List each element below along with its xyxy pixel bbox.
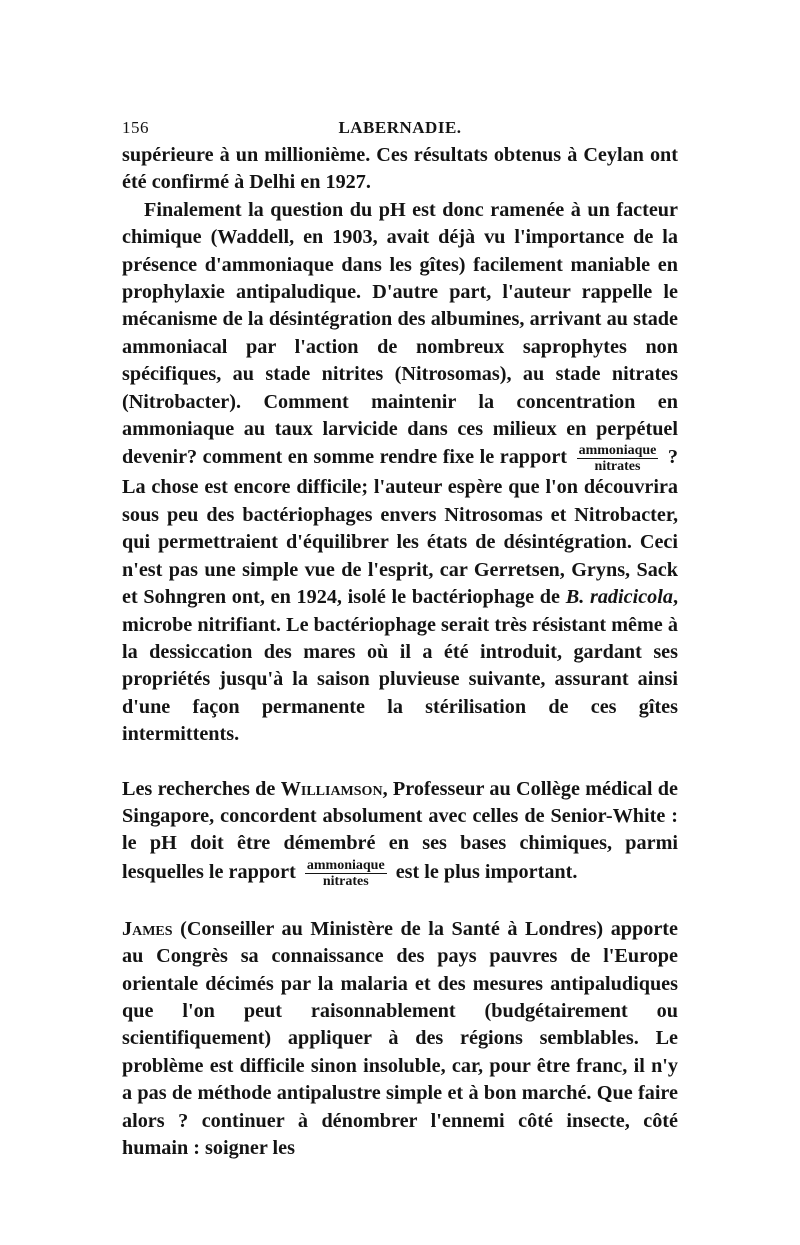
paragraph-2-text: Finalement la question du pH est donc ramenée à un facteur chimique (Waddell, en 1903, avait déjà vu l'importance de la présence d'ammoniaque dans les gîtes) facilement maniable en prophylaxie antipaludique. D'autre part, l'auteur rappelle le mécanisme de la désintégration des albumines, arrivant au stade ammoniacal par l'action de nombreux saprophytes non spécifiques, au stade nitrites (Nitrosomas), au stade nitrates (Nitrobacter). Comment maintenir la concentration en ammoniaque au taux larvicide dans ces milieux en perpétuel devenir? comment en somme rendre fixe le rapport [122,198,678,469]
bacteria-name: B. radicicola [565,586,673,609]
paragraph-4 [122,916,678,1163]
ratio-fraction [577,443,659,474]
paragraph-1: supérieure à un millionième. Ces résultats obtenus à Ceylan ont été confirmé à Delhi en 1927. [122,144,678,194]
ratio-fraction-2 [305,858,387,889]
fraction-numerator-2: ammoniaque [306,857,385,873]
paragraph-3-end: est le plus important. [395,860,578,883]
running-head: LABERNADIE. [338,118,462,137]
author-name-james: James [122,917,173,940]
page-header [122,112,678,142]
fraction-denominator-2: nitrates [322,873,369,889]
paragraph-2 [122,197,678,749]
paragraph-4-text: (Conseiller au Ministère de la Santé à Londres) apporte au Congrès sa connaissance des pays pauvres de l'Europe orientale décimés par la malaria et des mesures antipaludiques que l'on peut raisonnablement (budgétairement ou scientifiquement) appliquer à des régions semblables. Le problème est difficile sinon insoluble, car, pour être franc, il n'y a pas de méthode antipalustre simple et à bon marché. Que faire alors ? continuer à dénombrer l'ennemi côté insecte, côté humain : soigner les [122,917,678,1159]
fraction-denominator: nitrates [594,459,641,475]
paragraph-3-start: Les recherches de [122,777,276,800]
paragraph-2-end: , microbe nitrifiant. Le bactériophage serait très résistant même à la dessiccation des mares où il a été introduit, gardant ses propriétés jusqu'à la saison pluvieuse suivante, assurant ainsi d'une façon permanente la stérilisation de ces gîtes intermittents. [122,586,679,746]
paragraph-3 [122,776,678,889]
body-text [122,142,678,1162]
paragraph-3-middle: , Professeur au Collège médical de Singapore, concordent absolument avec celles de Senior-White : le pH doit être démembré en ses bases chimiques, parmi lesquelles le rapport [122,777,678,883]
page-number: 156 [122,118,149,137]
author-name-williamson: Williamson [280,777,383,800]
fraction-numerator: ammoniaque [578,443,657,459]
paragraph-2-continuation: ? La chose est encore difficile; l'auteur espère que l'on découvrira sous peu des bactériophages envers Nitrosomas et Nitrobacter, qui permettraient d'équilibrer les états de désintégration. Ceci n'est pas une simple vue de l'esprit, car Gerretsen, Gryns, Sack et Sohngren ont, en 1924, isolé le bactériophage de [122,446,679,609]
book-page [122,112,678,1162]
